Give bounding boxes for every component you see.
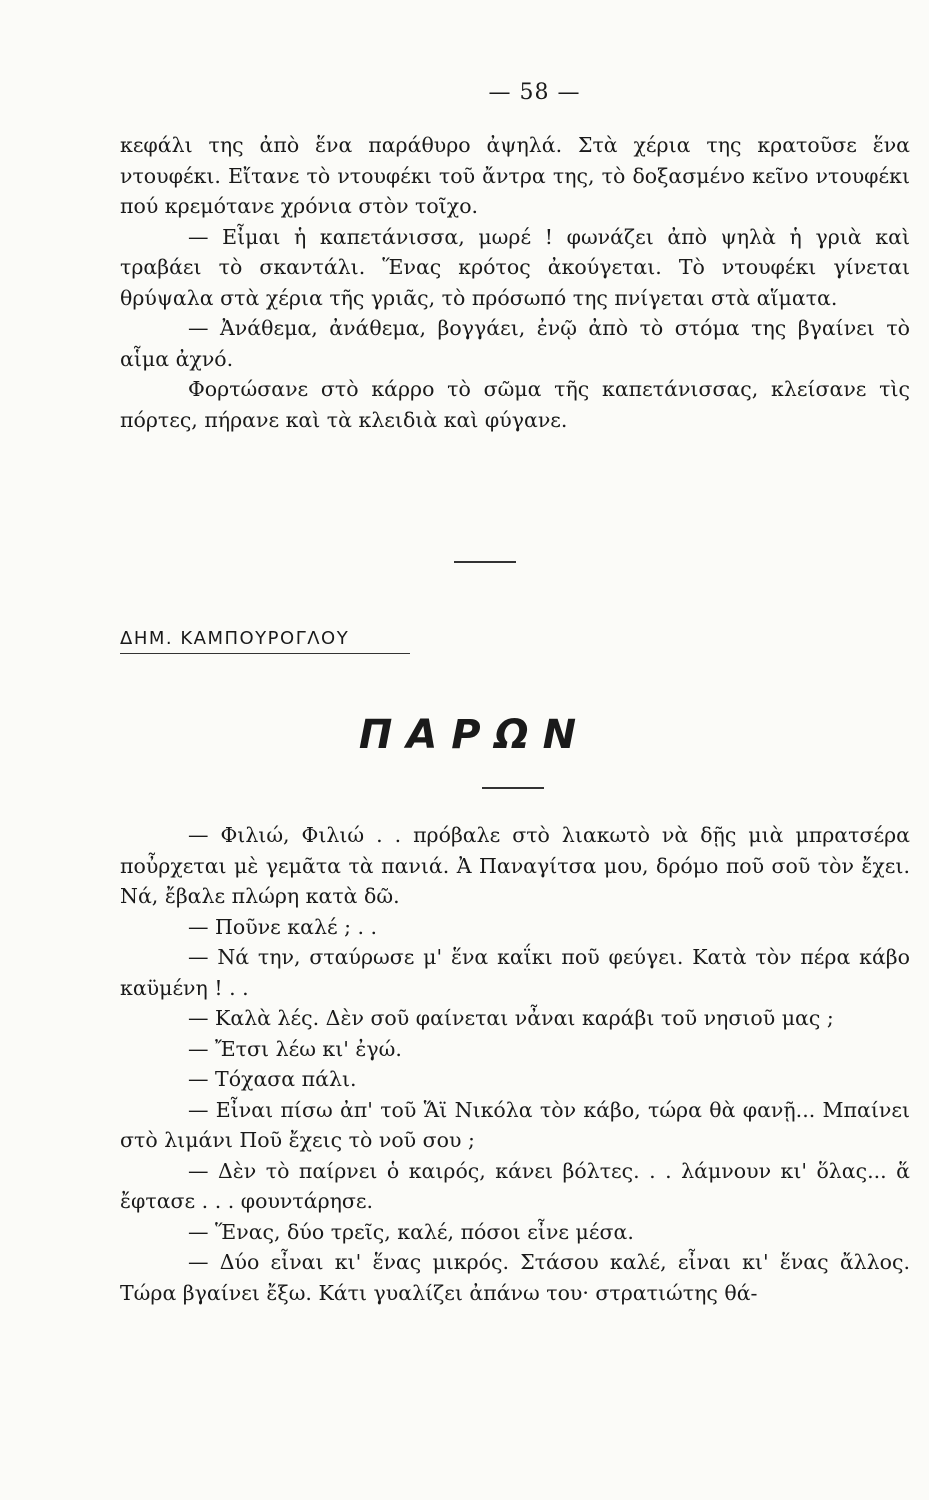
paragraph: — Ἕνας, δύο τρεῖς, καλέ, πόσοι εἶνε μέσα. [188, 1219, 634, 1244]
previous-story-ending [120, 130, 910, 435]
story-title: ΠΑΡΩΝ [358, 712, 591, 758]
paragraph: — Δύο εἶναι κι' ἕνας μικρός. Στάσου καλέ, εἶναι κι' ἕνας ἄλλος. Τώρα βγαίνει ἔξω. Κάτι γυαλίζει ἀπάνω του· στρατιώτης θά- [120, 1250, 910, 1305]
paragraph: — Ἀνάθεμα, ἀνάθεμα, βογγάει, ἐνῷ ἀπὸ τὸ στόμα της βγαίνει τὸ αἷμα ἀχνό. [120, 316, 910, 371]
paragraph: — Εἶναι πίσω ἀπ' τοῦ Ἅϊ Νικόλα τὸν κάβο, τώρα θὰ φανῇ... Μπαίνει στὸ λιμάνι Ποῦ ἔχεις τὸ νοῦ σου ; [120, 1097, 910, 1152]
page-number: — 58 — [488, 80, 581, 105]
paragraph: — Ποῦνε καλέ ; . . [188, 914, 378, 939]
paragraph: — Νά την, σταύρωσε μ' ἕνα καΐκι ποῦ φεύγει. Κατὰ τὸν πέρα κάβο καϋμένη ! . . [120, 945, 910, 1000]
story-body [120, 820, 910, 1308]
paragraph: — Καλὰ λές. Δὲν σοῦ φαίνεται νἆναι καράβι τοῦ νησιοῦ μας ; [188, 1006, 834, 1030]
paragraph: — Εἶμαι ἡ καπετάνισσα, μωρέ ! φωνάζει ἀπὸ ψηλὰ ἡ γριὰ καὶ τραβάει τὸ σκαντάλι. Ἕνας κρότος ἀκούγεται. Τὸ ντουφέκι γίνεται θρύψαλα στὰ χέρια τῆς γριᾶς, τὸ πρόσωπό της πνίγεται στὰ αἵματα. [120, 224, 910, 310]
section-separator [454, 561, 516, 563]
author-name: ΔΗΜ. ΚΑΜΠΟΥΡΟΓΛΟΥ [120, 628, 410, 654]
title-underline [482, 787, 544, 789]
paragraph: Φορτώσανε στὸ κάρρο τὸ σῶμα τῆς καπετάνισσας, κλείσανε τὶς πόρτες, πήρανε καὶ τὰ κλειδιὰ καὶ φύγανε. [120, 377, 910, 432]
paragraph: — Τόχασα πάλι. [188, 1067, 357, 1091]
paragraph: — Δὲν τὸ παίρνει ὁ καιρός, κάνει βόλτες. . . λάμνουν κι' ὅλας... ἅ ἔφτασε . . . φουντάρησε. [120, 1158, 910, 1213]
paragraph: κεφάλι της ἀπὸ ἕνα παράθυρο ἀψηλά. Στὰ χέρια της κρατοῦσε ἕνα ντουφέκι. Εἴτανε τὸ ντουφέκι τοῦ ἄντρα της, τὸ δοξασμένο κεῖνο ντουφέκι πού κρεμότανε χρόνια στὸν τοῖχο. [120, 133, 910, 218]
paragraph: — Φιλιώ, Φιλιώ . . πρόβαλε στὸ λιακωτὸ νὰ δῇς μιὰ μπρατσέρα ποὖρχεται μὲ γεμᾶτα τὰ πανιά. Ἀ Παναγίτσα μου, δρόμο ποῦ σοῦ τὸν ἔχει. Νά, ἔβαλε πλώρη κατὰ δῶ. [120, 823, 910, 908]
paragraph: — Ἔτσι λέω κι' ἐγώ. [188, 1036, 402, 1061]
